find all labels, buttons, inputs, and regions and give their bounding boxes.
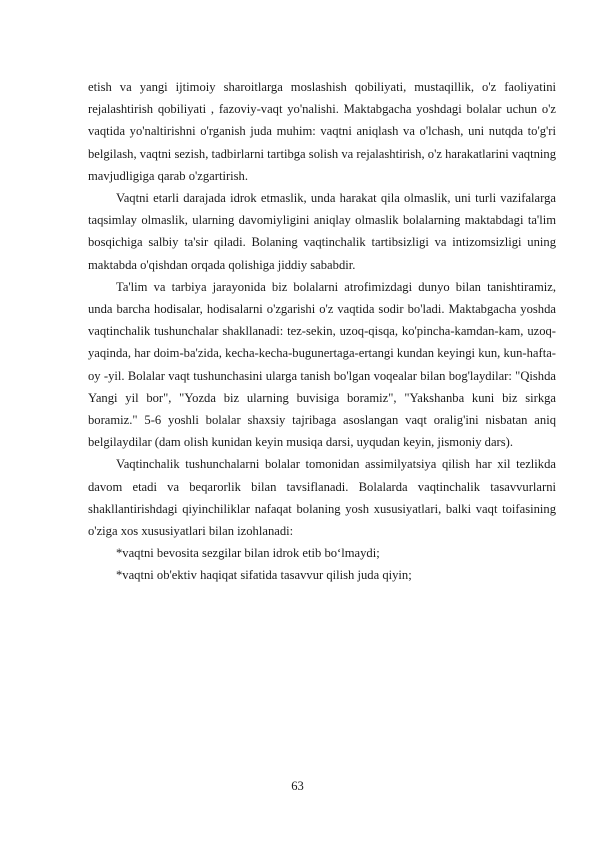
paragraph-1: etish va yangi ijtimoiy sharoitlarga moslashish qobiliyati, mustaqillik, o'z faoliyatini rejalashtirish qobiliyati , fazoviy-vaqt yo'nalishi. Maktabgacha yoshdagi bolalar uchun o'z vaqtida yo'naltirishni o'rganish juda muhim: vaqtni aniqlash va o'lchash, uni nutqda to'g'ri belgilash, vaqtni sezish, tadbirlarni tartibga solish va rejalashtirish, o'z harakatlarini vaqtning mavjudligiga qarab o'zgartirish.: [88, 80, 556, 183]
paragraph-2: Vaqtni etarli darajada idrok etmaslik, unda harakat qila olmaslik, uni turli vazifalarga taqsimlay olmaslik, ularning davomiyligini aniqlay olmaslik bolalarning maktabdagi ta'lim bosqichiga salbiy ta'sir qiladi. Bolaning vaqtinchalik tartibsizligi va intizomsizligi uning maktabda o'qishdan orqada qolishiga jiddiy sababdir.: [88, 191, 556, 272]
paragraph-3: Ta'lim va tarbiya jarayonida biz bolalarni atrofimizdagi dunyo bilan tanishtiramiz, unda barcha hodisalar, hodisalarni o'zgarishi o'z vaqtida sodir bo'ladi. Maktabgacha yoshda vaqtinchalik tushunchalar shakllanadi: tez-sekin, uzoq-qisqa, ko'pincha-kamdan-kam, uzoq-yaqinda, har doim-ba'zida, kecha-kecha-bugunertaga-ertangi kundan keyingi kun, kun-hafta-oy -yil. Bolalar vaqt tushunchasini ularga tanish bo'lgan voqealar bilan bog'laydilar: "Qishda Yangi yil bor", "Yozda biz ularning buvisiga boramiz", "Yakshanba kuni biz sirkga boramiz." 5-6 yoshli bolalar shaxsiy tajribaga asoslangan vaqt oralig'ini nisbatan aniq belgilaydilar (dam olish kunidan keyin musiqa darsi, uyqudan keyin, jismoniy dars).: [88, 279, 556, 450]
page-body: [88, 76, 556, 587]
bullet-item-2: *vaqtni ob'ektiv haqiqat sifatida tasavvur qilish juda qiyin;: [116, 568, 412, 583]
page-number: 63: [291, 779, 304, 793]
bullet-item-1: *vaqtni bevosita sezgilar bilan idrok etib bo‘lmaydi;: [116, 546, 380, 561]
paragraph-4: Vaqtinchalik tushunchalarni bolalar tomonidan assimilyatsiya qilish har xil tezlikda davom etadi va beqarorlik bilan tavsiflanadi. Bolalarda vaqtinchalik tasavvurlarni shakllantirishdagi qiyinchiliklar nafaqat bolaning yosh xususiyatlari, balki vaqt toifasining o'ziga xos xususiyatlari bilan izohlanadi:: [88, 457, 556, 539]
